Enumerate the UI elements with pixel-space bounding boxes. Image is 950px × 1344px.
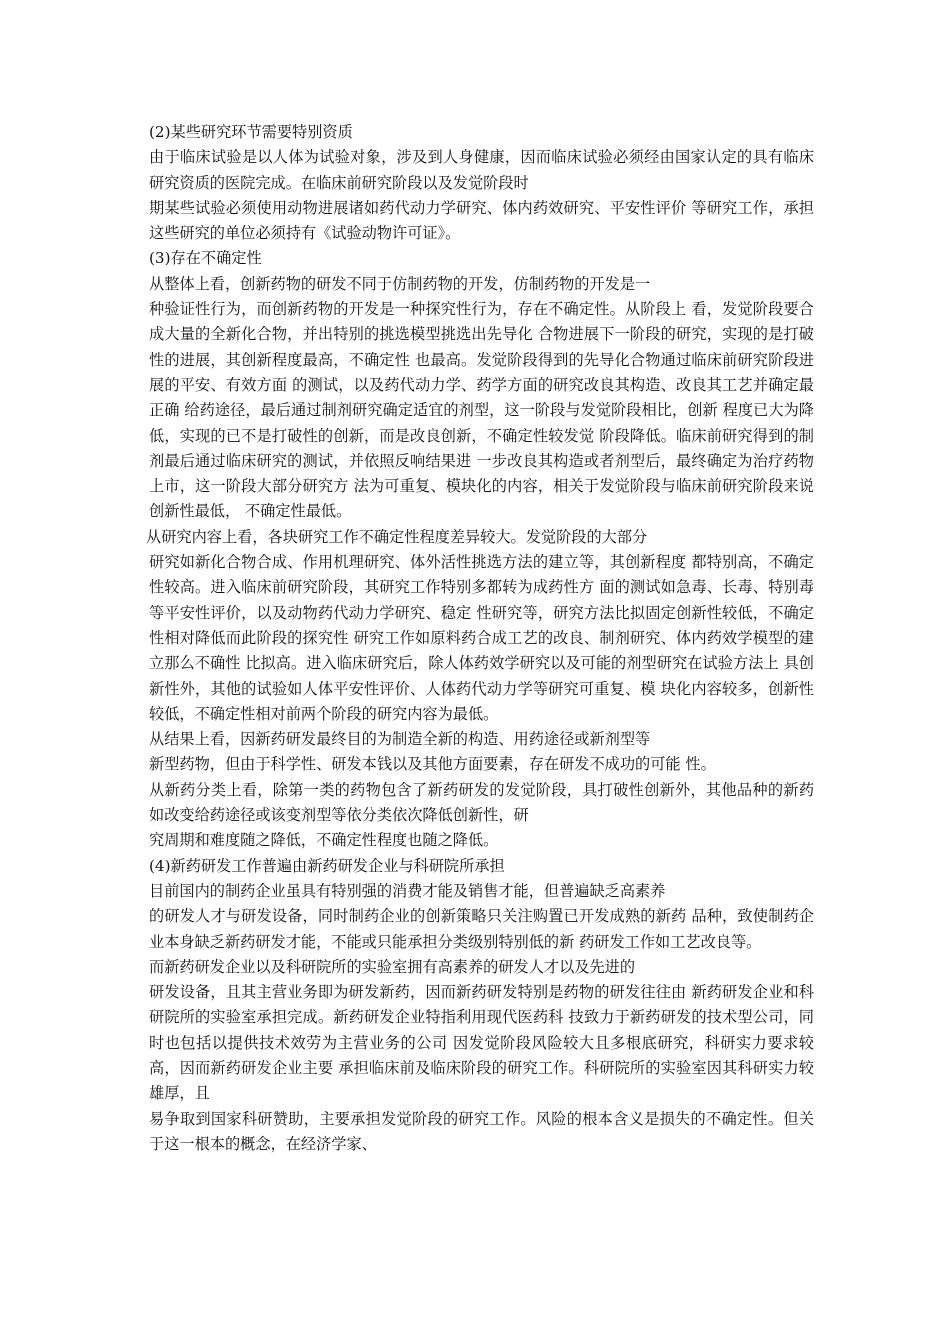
document-body [146, 120, 814, 1157]
paragraph: 期某些试验必须使用动物进展诸如药代动力学研究、体内药效研究、平安性评价 等研究工作，承担这些研究的单位必须持有《试验动物许可证》。 [149, 198, 814, 243]
paragraph: 从结果上看，因新药研发最终目的为制造全新的构造、用药途径或新剂型等 [149, 730, 651, 749]
paragraph: 究周期和难度随之降低，不确定性程度也随之降低。 [149, 831, 499, 850]
paragraph: 易争取到国家科研赞助，主要承担发觉阶段的研究工作。风险的根本含义是损失的不确定性。但关于这一根本的概念，在经济学家、 [149, 1109, 814, 1153]
paragraph: 新型药物，但由于科学性、研发本钱以及其他方面要素，存在研发不成功的可能 性。 [149, 755, 716, 774]
paragraph: 研究如新化合物合成、作用机理研究、体外活性挑选方法的建立等，其创新程度 都特别高，不确定性较高。进入临床前研究阶段，其研究工作特别多都转为成药性方 面的测试如急毒、长毒、特别毒等平安性评价，以及动物药代动力学研究、稳定 性研究等，研究方法比拟固定创新性较低，不确定性相对降低而此阶段的探究性 研究工作如原料药合成工艺的改良、制剂研究、体内药效学模型的建立那么不确性 比拟高。进入临床研究后，除人体药效学研究以及可能的剂型研究在试验方法上 具创新性外，其他的试验如人体平安性评价、人体药代动力学等研究可重复、模 块化内容较多，创新性较低，不确定性相对前两个阶段的研究内容为最低。 [149, 553, 814, 723]
paragraph: 目前国内的制药企业虽具有特别强的消费才能及销售才能，但普遍缺乏高素养 [149, 881, 666, 900]
paragraph: (2)某些研究环节需要特别资质 [149, 123, 353, 141]
paragraph: (4)新药研发工作普遍由新药研发企业与科研院所承担 [149, 856, 505, 875]
paragraph: 而新药研发企业以及科研院所的实验室拥有高素养的研发人才以及先进的 [149, 957, 635, 976]
paragraph: 从新药分类上看，除第一类的药物包含了新药研发的发觉阶段，具打破性创新外，其他品种的新药如改变给药途径或该变剂型等依分类依次降低创新性，研 [149, 780, 814, 825]
paragraph: 种验证性行为，而创新药物的开发是一种探究性行为，存在不确定性。从阶段上 看，发觉阶段要合成大量的全新化合物，并出特别的挑选模型挑选出先导化 合物进展下一阶段的研究，实现的是打破性的进展，其创新程度最高，不确定性 也最高。发觉阶段得到的先导化合物通过临床前研究阶段进展的平安、有效方面 的测试，以及药代动力学、药学方面的研究改良其构造、改良其工艺并确定最正确 给药途径，最后通过制剂研究确定适宜的剂型，这一阶段与发觉阶段相比，创新 程度已大为降低，实现的已不是打破性的创新，而是改良创新，不确定性较发觉 阶段降低。临床前研究得到的制剂最后通过临床研究的测试，并依照反响结果进 一步改良其构造或者剂型后，最终确定为治疗药物上市，这一阶段大部分研究方 法为可重复、模块化的内容，相关于发觉阶段与临床前研究阶段来说创新性最低， 不确定性最低。 [149, 300, 814, 521]
paragraph: (3)存在不确定性 [149, 249, 262, 268]
paragraph: 从整体上看，创新药物的研发不同于仿制药物的开发，仿制药物的开发是一 [149, 274, 651, 293]
paragraph: 研发设备，且其主营业务即为研发新药，因而新药研发特别是药物的研发往往由 新药研发企业和科研院所的实验室承担完成。新药研发企业特指利用现代医药科 技致力于新药研发的技术型公司，同时也包括以提供技术效劳为主营业务的公司 因发觉阶段风险较大且多根底研究，科研实力要求较高，因而新药研发企业主要 承担临床前及临床阶段的研究工作。科研院所的实验室因其科研实力较雄厚，且 [149, 983, 814, 1103]
paragraph: 从研究内容上看，各块研究工作不确定性程度差异较大。发觉阶段的大部分 [146, 527, 648, 546]
paragraph: 由于临床试验是以人体为试验对象，涉及到人身健康，因而临床试验必须经由国家认定的具有临床研究资质的医院完成。在临床前研究阶段以及发觉阶段时 [149, 148, 814, 192]
paragraph: 的研发人才与研发设备，同时制药企业的创新策略只关注购置已开发成熟的新药 品种，致使制药企业本身缺乏新药研发才能，不能或只能承担分类级别特别低的新 药研发工作如工艺改良等。 [149, 907, 814, 951]
